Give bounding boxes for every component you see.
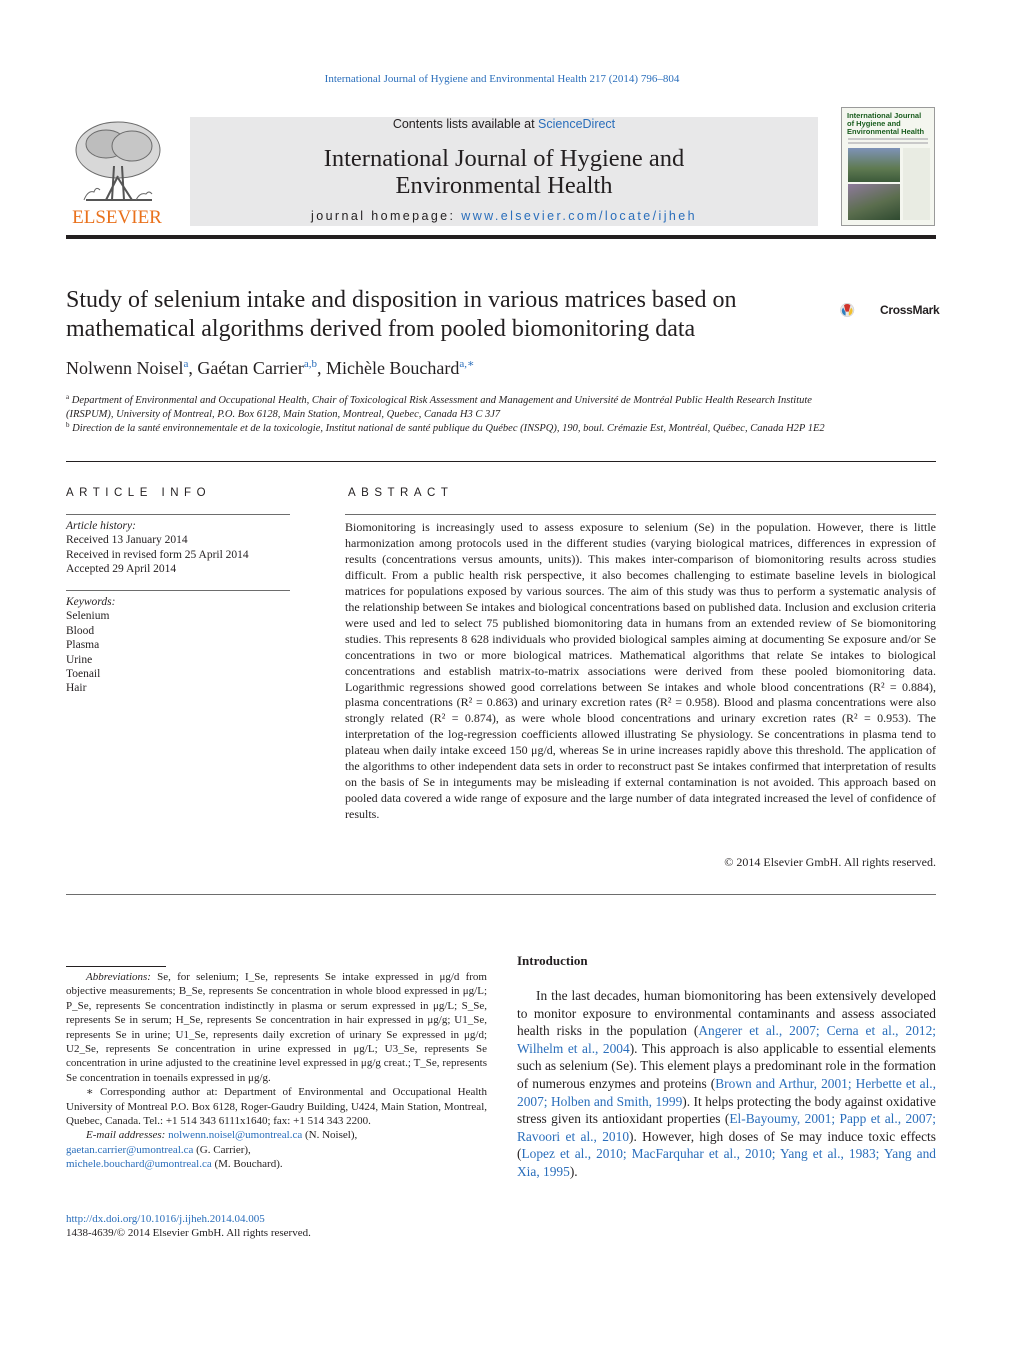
email-link[interactable]: nolwenn.noisel@umontreal.ca xyxy=(168,1129,303,1142)
email-line xyxy=(66,1143,487,1157)
journal-citation-link[interactable]: International Journal of Hygiene and Environmental Health 217 (2014) 796–804 xyxy=(324,73,680,85)
history-item: Received in revised form 25 April 2014 xyxy=(66,548,249,561)
issn-line: 1438-4639/© 2014 Elsevier GmbH. All rights reserved. xyxy=(66,1227,311,1240)
crossmark-icon[interactable] xyxy=(840,290,880,330)
author-name[interactable]: Nolwenn Noisel xyxy=(66,358,184,378)
author-affiliation-marker[interactable]: a,∗ xyxy=(459,358,475,370)
article-history xyxy=(66,519,290,577)
cover-side-panel xyxy=(903,148,930,220)
abstract-copyright: © 2014 Elsevier GmbH. All rights reserved. xyxy=(724,855,936,869)
email-owner: (G. Carrier), xyxy=(196,1143,251,1156)
author-affiliation-marker[interactable]: a,b xyxy=(303,358,317,370)
abstract-heading: ABSTRACT xyxy=(348,487,454,499)
journal-homepage-line xyxy=(190,209,818,223)
intro-text-segment: ). This approach is also applicable to essential elements such as selenium (Se). This element plays a predominant role in the formation of numerous enzymes and proteins ( xyxy=(517,1040,936,1091)
author-name[interactable]: Michèle Bouchard xyxy=(325,358,460,378)
citation-link[interactable]: El-Bayoumy, 2001; Papp et al., 2007; Ravoori et al., 2010 xyxy=(517,1111,936,1144)
journal-title-line2: Environmental Health xyxy=(395,172,613,199)
intro-text-segment: ). It helps protecting the body against oxidative stress given its antioxidant properties ( xyxy=(517,1093,936,1127)
email-footnote xyxy=(66,1128,487,1142)
contents-available-line xyxy=(190,117,818,131)
doi-block xyxy=(66,1212,487,1241)
author-list: Nolwenn Noisel$^a$, Gaétan Carrier$^{a,b}$, Michèle Bouchard$^{a,∗}$ xyxy=(66,358,475,378)
keyword: Toenail xyxy=(66,668,101,681)
cover-strip xyxy=(848,138,928,140)
keyword: Blood xyxy=(66,624,95,637)
journal-cover-thumbnail[interactable] xyxy=(841,107,935,226)
email-link[interactable]: michele.bouchard@umontreal.ca xyxy=(66,1158,212,1171)
intro-text-segment: In the last decades, human biomonitoring has been extensively developed to monitor exposure to environmental contaminants and assess associated health risks in the population ( xyxy=(517,988,936,1039)
affiliation xyxy=(66,418,836,436)
intro-text-segment: ). xyxy=(569,1163,578,1179)
author-name[interactable]: Gaétan Carrier xyxy=(197,358,304,378)
keywords xyxy=(66,595,290,696)
introduction-paragraph xyxy=(517,987,936,1181)
affiliation-marker: b xyxy=(66,421,70,429)
article-title: Study of selenium intake and disposition in various matrices based on mathematical algorithms derived from pooled biomonitoring data xyxy=(66,287,737,342)
contents-prefix: Contents lists available at xyxy=(392,117,539,131)
email-line xyxy=(66,1157,487,1171)
article-info-divider xyxy=(66,514,290,515)
email-owner: (M. Bouchard). xyxy=(214,1158,283,1171)
journal-title-line1: International Journal of Hygiene and xyxy=(323,145,685,172)
corresponding-footnote: ∗ Corresponding author at: Department of Environmental and Occupational Health University of Montreal P.O. Box 6128, Roger-Gaudry Building, U424, Main Station, Montreal, Quebec, Canada. Tel.: +1 514 343 6111x1640; fax: +1 514 343 2200. xyxy=(66,1086,487,1128)
affiliation-text: Direction de la santé environnementale et de la toxicologie, Institut national de santé publique du Québec (INSPQ), 190, boul. Crémazie Est, Montréal, Québec, Canada H2P 1E2 xyxy=(72,423,825,434)
abstract-end-divider xyxy=(66,894,936,895)
citation-link[interactable]: Brown and Arthur, 2001; Herbette et al., 2007; Holben and Smith, 1999 xyxy=(517,1075,936,1109)
abbreviations-label: Abbreviations: xyxy=(86,971,151,983)
homepage-prefix: journal homepage: xyxy=(311,209,462,223)
homepage-link[interactable]: www.elsevier.com/locate/ijheh xyxy=(461,209,697,223)
crossmark-label[interactable]: CrossMark xyxy=(880,303,940,317)
keyword: Hair xyxy=(66,682,87,695)
cover-image-top xyxy=(848,148,900,182)
abbreviations-footnote xyxy=(66,970,487,1085)
keyword: Plasma xyxy=(66,639,100,652)
abbreviations-text: Se, for selenium; I_Se, represents Se intake expressed in μg/d from objective measurements; B_Se, represents Se concentration in whole blood expressed in μg/L; P_Se, represents Se concentration indistinctly in plasma or serum expressed in μg/L; S_Se, represents Se in serum; H_Se, represents Se concentration in hair expressed in μg/g; U1_Se, represents Se in urine; U1_Se, represents daily excretion of urinary Se expressed in μg/d; U2_Se, represents Se concentration in urine expressed in μg/L; U3_Se, represents Se concentration in urine adjusted to the creatinine level expressed in μg/g creat.; T_Se, represents Se concentration in toenails expressed in μg/g. xyxy=(66,971,487,1084)
introduction-heading: Introduction xyxy=(517,953,588,968)
affiliation-marker: a xyxy=(66,393,70,401)
author-affiliation-marker[interactable]: a xyxy=(183,358,189,370)
footnotes xyxy=(66,970,487,1172)
keywords-divider xyxy=(66,590,290,591)
email-owner: (N. Noisel), xyxy=(305,1129,358,1142)
cover-title: International Journal of Hygiene and Environmental Health xyxy=(847,111,925,136)
history-item: Accepted 29 April 2014 xyxy=(66,563,177,576)
keyword: Selenium xyxy=(66,610,110,623)
elsevier-wordmark: ELSEVIER xyxy=(72,207,162,228)
header-divider xyxy=(66,235,936,239)
doi-link[interactable]: http://dx.doi.org/10.1016/j.ijheh.2014.04.005 xyxy=(66,1213,265,1225)
keywords-label: Keywords: xyxy=(66,596,116,608)
sciencedirect-link[interactable]: ScienceDirect xyxy=(538,117,616,131)
history-item: Received 13 January 2014 xyxy=(66,534,188,547)
section-divider xyxy=(66,461,936,462)
citation-link[interactable]: Angerer et al., 2007; Cerna et al., 2012; Wilhelm et al., 2004 xyxy=(517,1023,937,1056)
cover-strip xyxy=(848,142,928,144)
keyword: Urine xyxy=(66,653,93,666)
article-info-heading: ARTICLE INFO xyxy=(66,487,212,499)
intro-text-segment: ). However, high doses of Se may induce toxic effects ( xyxy=(517,1128,936,1162)
abstract-divider xyxy=(345,514,936,515)
affiliation-text: Department of Environmental and Occupational Health, Chair of Toxicological Risk Assessment and Management and Université de Montréal Public Health Research Institute (IRSPUM), University of Montreal, P.O. Box 6128, Main Station, Montreal, Quebec, Canada H3 C 3J7 xyxy=(66,395,812,420)
journal-title[interactable] xyxy=(190,145,818,199)
footnote-divider xyxy=(66,966,166,967)
history-label: Article history: xyxy=(66,520,136,532)
cover-image-bottom xyxy=(848,184,900,220)
email-label: E-mail addresses: xyxy=(86,1129,166,1142)
citation-link[interactable]: Lopez et al., 2010; MacFarquhar et al., 2010; Yang et al., 1983; Yang and Xia, 1995 xyxy=(517,1146,936,1179)
abstract-body: Biomonitoring is increasingly used to assess exposure to selenium (Se) in the population. However, there is little harmonization among protocols used in the different studies (varying biological matrices, differences in expression of results (concentrations versus amounts, units)). This makes inter-comparison of biomonitoring results across studies difficult. From a public health risk perspective, it also becomes challenging to estimate baseline levels in biological matrices for populations exposed by various sources. The aim of this study was thus to perform a systematic analysis of the relationship between Se intakes and biological concentrations based on published data. Inclusion and exclusion criteria were used and led to select 75 published biomonitoring data in humans from an extended review of Se biomonitoring studies. This represents 8 628 individuals who provided biological samples aiming at documenting Se exposure and/or Se concentrations in two or more biological matrices. Mathematical algorithms that relate Se intakes to biological concentrations and establish matrix-to-matrix associations were derived from these pooled biomonitoring data. Logarithmic regressions showed good correlations between Se intakes and whole blood concentrations (R² = 0.884), plasma concentrations (R² = 0.863) and urinary excretion rates (R² = 0.958). Blood and plasma concentrations were also strongly related (R² = 0.874), as were whole blood concentrations and urinary excretion rates (R² = 0.953). The interpretation of the log-regression coefficients allowed illustrating Se physiology. Se concentrations in plasma tend to plateau when daily intake exceed 150 μg/d, whereas Se in urine increases rapidly above this threshold. The application of the algorithms to other independent data sets in order to reconstruct past Se intakes confirmed that interpretation of results on the basis of Se in integuments may be misleading if external contamination is not avoided. This approach based on pooled data covered a wide range of exposure and the large number of data integrated increased the level of confidence of results. xyxy=(345,520,936,822)
email-link[interactable]: gaetan.carrier@umontreal.ca xyxy=(66,1143,194,1156)
